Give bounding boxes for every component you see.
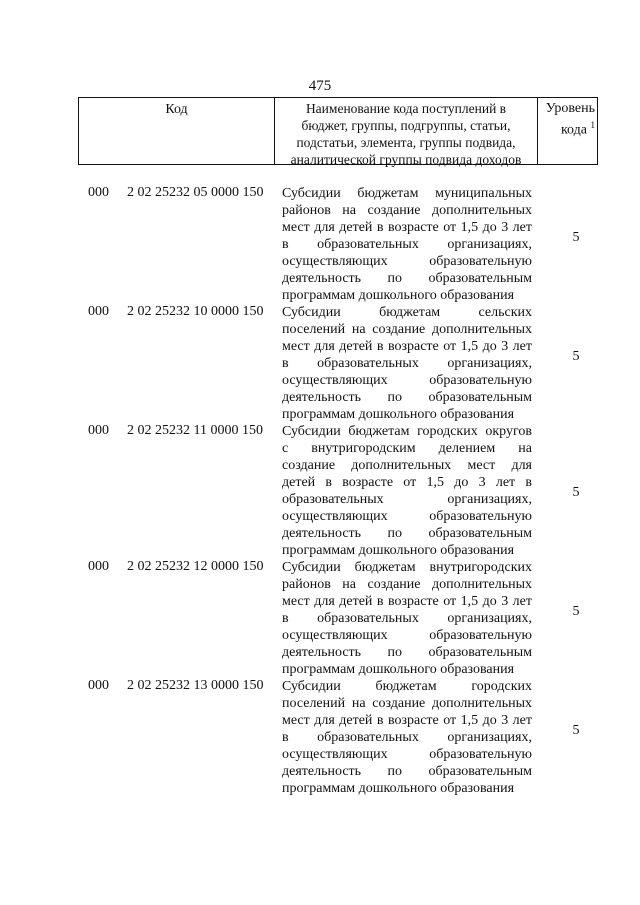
header-level-text: кода <box>560 122 587 138</box>
income-name-line: Субсидии бюджетам сельских <box>282 305 532 320</box>
income-name-line: с внутригородским делением на <box>282 441 532 456</box>
income-name-line: детей в возрасте от 1,5 до 3 лет в <box>282 475 532 490</box>
income-name-line: деятельность по образовательным <box>282 271 532 286</box>
income-name <box>282 185 532 304</box>
income-name-line: Субсидии бюджетам городских округов <box>282 424 532 439</box>
income-name <box>282 678 532 797</box>
income-name-line: мест для детей в возрасте от 1,5 до 3 лет <box>282 594 532 609</box>
admin-code: 000 <box>88 423 109 438</box>
income-name-line: в образовательных организациях, <box>282 611 532 626</box>
income-name-line: создание дополнительных мест для <box>282 458 532 473</box>
income-name-line: осуществляющих образовательную <box>282 628 532 643</box>
income-code: 2 02 25232 10 0000 150 <box>127 304 264 319</box>
header-name-line: бюджет, группы, подгруппы, статьи, <box>301 118 511 133</box>
income-name-line: образовательных организациях, <box>282 492 532 507</box>
income-name-line: осуществляющих образовательную <box>282 509 532 524</box>
income-name-line: районов на создание дополнительных <box>282 577 532 592</box>
income-name-line: деятельность по образовательным <box>282 764 532 779</box>
header-name <box>274 98 538 167</box>
income-name-line: поселений на создание дополнительных <box>282 696 532 711</box>
income-name <box>282 304 532 423</box>
income-name-line: программам дошкольного образования <box>282 662 515 677</box>
income-code: 2 02 25232 13 0000 150 <box>127 678 264 693</box>
income-name-line: осуществляющих образовательную <box>282 747 532 762</box>
income-name-line: программам дошкольного образования <box>282 543 515 558</box>
admin-code: 000 <box>88 304 109 319</box>
income-code: 2 02 25232 12 0000 150 <box>127 559 264 574</box>
income-name-line: в образовательных организациях, <box>282 356 532 371</box>
header-name-line: аналитической группы подвида доходов <box>290 152 522 167</box>
header-level-line2 <box>538 117 595 139</box>
table-header <box>78 97 598 165</box>
income-name-line: районов на создание дополнительных <box>282 203 532 218</box>
income-name-line: мест для детей в возрасте от 1,5 до 3 лет <box>282 220 532 235</box>
level-value: 5 <box>572 604 580 619</box>
table-row <box>0 559 640 678</box>
income-name-line: программам дошкольного образования <box>282 288 515 303</box>
level-value: 5 <box>572 230 580 245</box>
page-number: 475 <box>308 78 332 94</box>
income-name-line: деятельность по образовательным <box>282 526 532 541</box>
admin-code: 000 <box>88 185 109 200</box>
income-name-line: мест для детей в возрасте от 1,5 до 3 лет <box>282 339 532 354</box>
income-name <box>282 423 532 559</box>
header-level-line1: Уровень <box>545 101 595 116</box>
income-name <box>282 559 532 678</box>
income-code: 2 02 25232 11 0000 150 <box>127 423 263 438</box>
income-name-line: в образовательных организациях, <box>282 730 532 745</box>
income-name-line: Субсидии бюджетам городских <box>282 679 532 694</box>
admin-code: 000 <box>88 678 109 693</box>
level-value: 5 <box>572 485 580 500</box>
level-value: 5 <box>572 723 580 738</box>
income-name-line: Субсидии бюджетам муниципальных <box>282 186 532 201</box>
header-code: Код <box>165 102 188 117</box>
admin-code: 000 <box>88 559 109 574</box>
income-name-line: мест для детей в возрасте от 1,5 до 3 лет <box>282 713 532 728</box>
table-row <box>0 304 640 423</box>
footnote-marker: 1 <box>590 120 595 130</box>
income-name-line: в образовательных организациях, <box>282 237 532 252</box>
level-value: 5 <box>572 349 580 364</box>
income-name-line: деятельность по образовательным <box>282 390 532 405</box>
table-body <box>0 185 640 797</box>
table-row <box>0 423 640 559</box>
income-name-line: поселений на создание дополнительных <box>282 322 532 337</box>
income-name-line: Субсидии бюджетам внутригородских <box>282 560 532 575</box>
header-level <box>538 98 599 164</box>
income-name-line: осуществляющих образовательную <box>282 373 532 388</box>
income-name-line: осуществляющих образовательную <box>282 254 532 269</box>
table-row <box>0 678 640 797</box>
income-code: 2 02 25232 05 0000 150 <box>127 185 264 200</box>
income-name-line: программам дошкольного образования <box>282 781 515 796</box>
header-name-line: Наименование кода поступлений в <box>305 101 507 116</box>
header-name-line: подстатьи, элемента, группы подвида, <box>296 135 516 150</box>
table-row <box>0 185 640 304</box>
income-name-line: деятельность по образовательным <box>282 645 532 660</box>
income-name-line: программам дошкольного образования <box>282 407 515 422</box>
